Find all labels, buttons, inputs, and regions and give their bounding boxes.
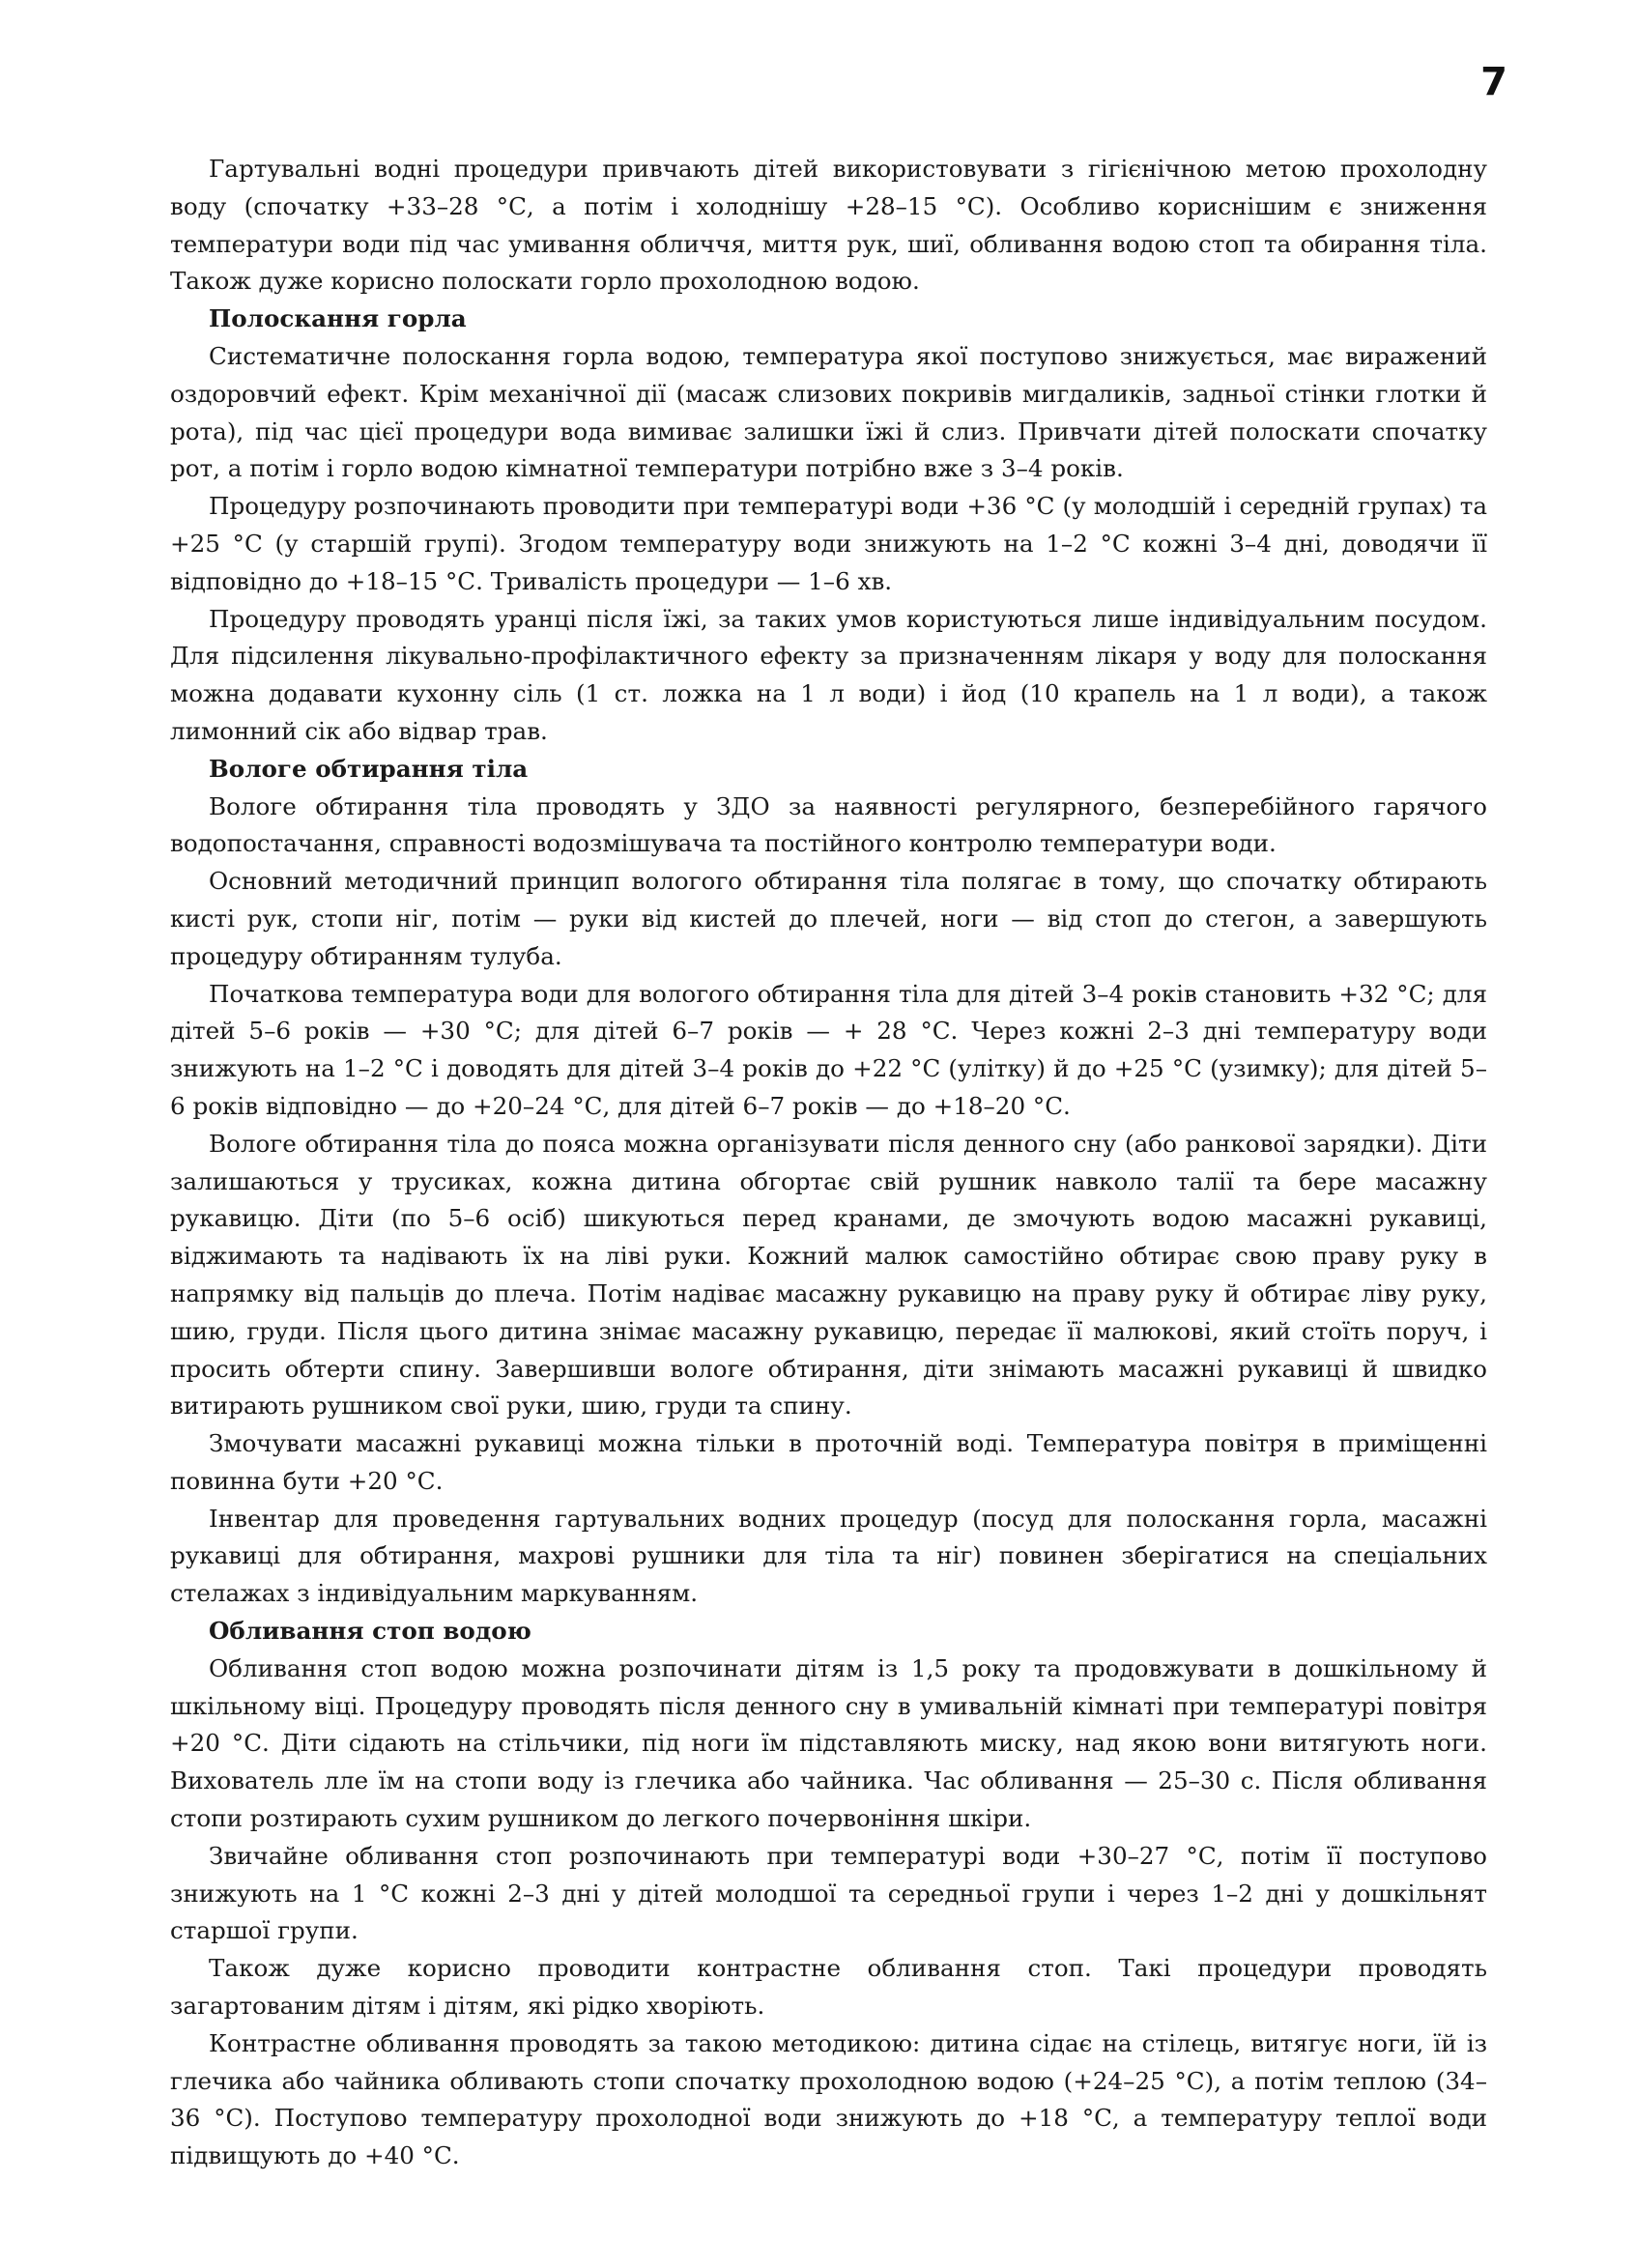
paragraph: Інвентар для проведення гартувальних водних процедур (посуд для полоскання горла, масажні рукавиці для обтирання, махрові рушники для тіла та ніг) повинен зберігатися на спеціальних стелажах з індивідуальним маркуванням. [170, 1504, 1487, 1608]
heading-wet-rubdown: Вологе обтирання тіла [209, 754, 529, 783]
document-body [170, 151, 1487, 2175]
paragraph-intro: Гартувальні водні процедури привчають дітей використовувати з гігієнічною метою прохолодну воду (спочатку +33–28 °С, а потім і холоднішу +28–15 °С). Особливо кориснішим є зниження температури води під час умивання обличчя, миття рук, шиї, обливання водою стоп та обирання тіла. Також дуже корисно полоскати горло прохолодною водою. [170, 155, 1487, 296]
paragraph: Систематичне полоскання горла водою, температура якої поступово знижується, має виражений оздоровчий ефект. Крім механічної дії (масаж слизових покривів мигдаликів, задньої стінки глотки й рота), під час цієї процедури вода вимиває залишки їжі й слиз. Привчати дітей полоскати спочатку рот, а потім і горло водою кімнатної температури потрібно вже з 3–4 років. [170, 341, 1487, 483]
paragraph: Обливання стоп водою можна розпочинати дітям із 1,5 року та продовжувати в дошкільному й шкільному віці. Процедуру проводять після денного сну в умивальній кімнаті при температурі повітря +20 °С. Діти сідають на стільчики, під ноги їм підставляють миску, над якою вони витягують ноги. Вихователь лле їм на стопи воду із глечика або чайника. Час обливання — 25–30 с. Після обливання стопи розтирають сухим рушником до легкого почервоніння шкіри. [170, 1653, 1487, 1833]
paragraph: Основний методичний принцип вологого обтирання тіла полягає в тому, що спочатку обтирають кисті рук, стопи ніг, потім — руки від кистей до плечей, ноги — від стоп до стегон, а завершують процедуру обтиранням тулуба. [170, 867, 1487, 970]
paragraph: Вологе обтирання тіла проводять у ЗДО за наявності регулярного, безперебійного гарячого водопостачання, справності водозмішувача та постійного контролю температури води. [170, 791, 1487, 858]
heading-foot-dousing: Обливання стоп водою [209, 1617, 531, 1646]
paragraph: Вологе обтирання тіла до пояса можна організувати після денного сну (або ранкової зарядки). Діти залишаються у трусиках, кожна дитина обгортає свій рушник навколо талії та бере масажну рукавицю. Діти (по 5–6 осіб) шикуються перед кранами, де змочують водою масажні рукавиці, віджимають та надівають їх на ліві руки. Кожний малюк самостійно обтирає свою праву руку в напрямку від пальців до плеча. Потім надіває масажну рукавицю на праву руку й обтирає ліву руку, шию, груди. Після цього дитина знімає масажну рукавицю, передає її малюкові, який стоїть поруч, і просить обтерти спину. Завершивши вологе обтирання, діти знімають масажні рукавиці й швидко витирають рушником свої руки, шию, груди та спину. [170, 1129, 1487, 1421]
paragraph: Змочувати масажні рукавиці можна тільки в проточній воді. Температура повітря в приміщенні повинна бути +20 °С. [170, 1429, 1487, 1495]
paragraph: Контрастне обливання проводять за такою методикою: дитина сідає на стілець, витягує ноги, їй із глечика або чайника обливають стопи спочатку прохолодною водою (+24–25 °С), а потім теплою (34–36 °С). Поступово температуру прохолодної води знижують до +18 °С, а температуру теплої води підвищують до +40 °С. [170, 2028, 1487, 2170]
heading-gargling: Полоскання горла [209, 304, 467, 333]
paragraph: Також дуже корисно проводити контрастне обливання стоп. Такі процедури проводять загартованим дітям і дітям, які рідко хворіють. [170, 1954, 1487, 2021]
page-number: 7 [1480, 60, 1507, 104]
paragraph: Процедуру проводять уранці після їжі, за таких умов користуються лише індивідуальним посудом. Для підсилення лікувально-профілактичного ефекту за призначенням лікаря у воду для полоскання можна додавати кухонну сіль (1 ст. ложка на 1 л води) і йод (10 крапель на 1 л води), а також лимонний сік або відвар трав. [170, 604, 1487, 745]
paragraph: Процедуру розпочинають проводити при температурі води +36 °С (у молодшій і середній групах) та +25 °С (у старшій групі). Згодом температуру води знижують на 1–2 °С кожні 3–4 дні, доводячи її відповідно до +18–15 °С. Тривалість процедури — 1–6 хв. [170, 492, 1487, 595]
paragraph: Початкова температура води для вологого обтирання тіла для дітей 3–4 років становить +32 °С; для дітей 5–6 років — +30 °С; для дітей 6–7 років — + 28 °С. Через кожні 2–3 дні температуру води знижують на 1–2 °С і доводять для дітей 3–4 років до +22 °С (улітку) й до +25 °С (узимку); для дітей 5–6 років відповідно — до +20–24 °С, для дітей 6–7 років — до +18–20 °С. [170, 979, 1487, 1120]
paragraph: Звичайне обливання стоп розпочинають при температурі води +30–27 °С, потім її поступово знижують на 1 °С кожні 2–3 дні у дітей молодшої та середньої групи і через 1–2 дні у дошкільнят старшої групи. [170, 1841, 1487, 1945]
